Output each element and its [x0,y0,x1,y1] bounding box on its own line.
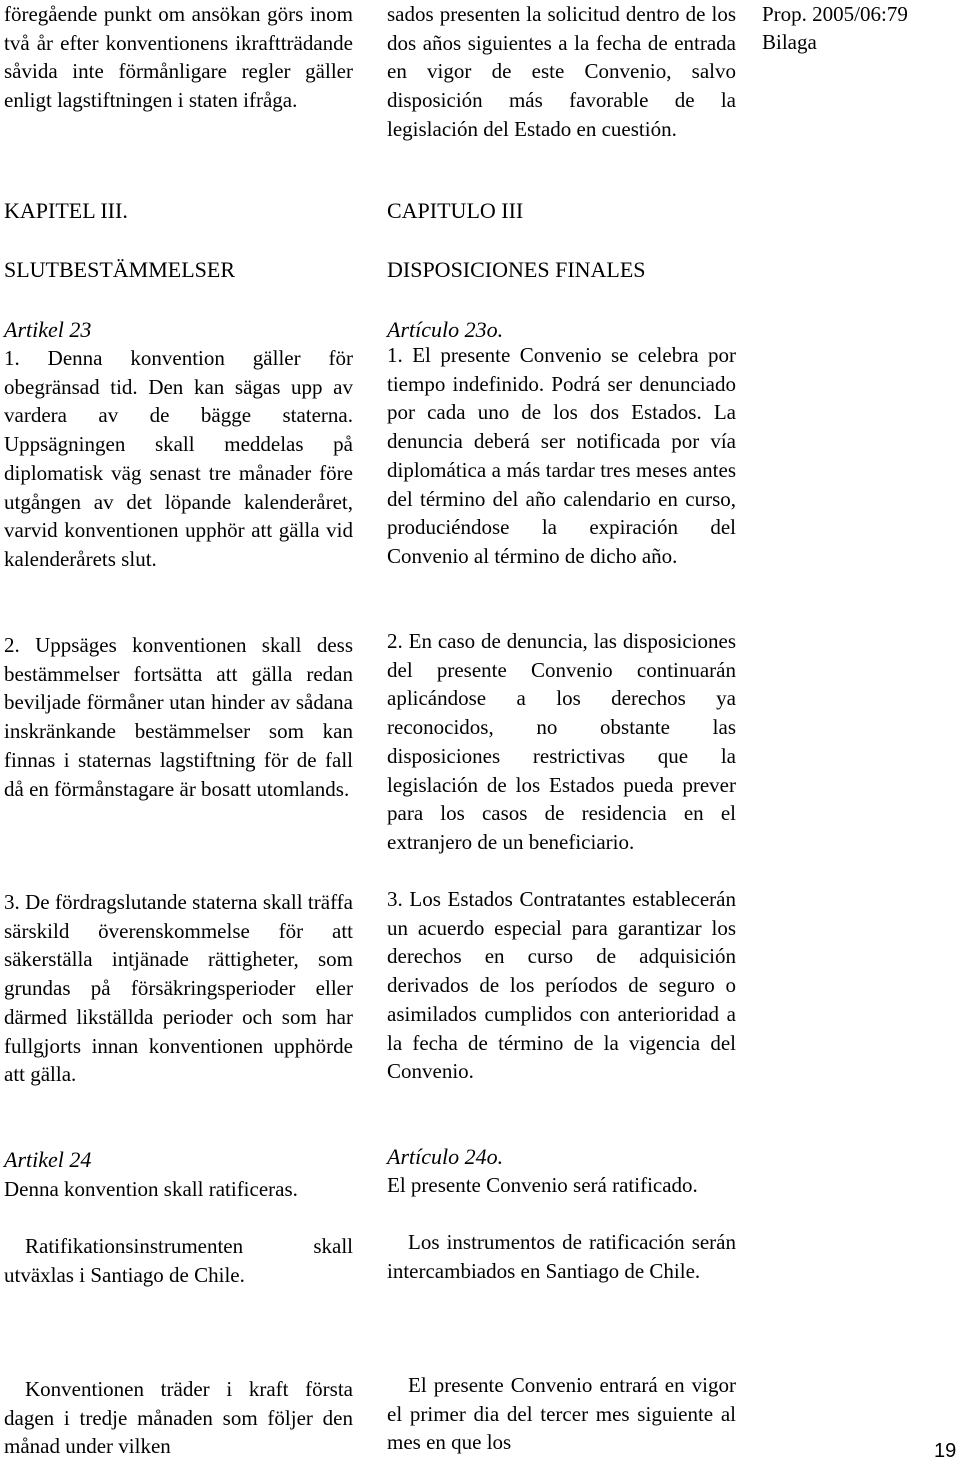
es-article-23-title: Artículo 23o. [387,317,504,342]
es-article-23-para-1: 1. El presente Convenio se celebra por tiempo indefinido. Podrá ser denunciado por cada uno de los dos Estados. La denuncia deberá ser notificada por vía diplomática a más tardar tres meses antes del término del año calendario en curso, produciéndose la expiración del Convenio al término de dicho año. [387,343,736,568]
sv-continuation: föregående punkt om ansökan görs inom två år efter konventionens ikraftträdande såvida inte förmånligare regler gäller enligt lagstiftningen i staten ifråga. [4,2,353,113]
sv-article-24-title: Artikel 24 [4,1147,92,1172]
es-article-24-para-1: El presente Convenio será ratificado. [387,1173,698,1197]
es-article-23-para-3: 3. Los Estados Contratantes establecerán un acuerdo especial para garantizar los derechos en curso de adquisición derivados de los períodos de seguro o asimilados cumplidos con anterioridad a la fecha de término de la vigencia del Convenio. [387,887,736,1084]
es-article-23-para-2: 2. En caso de denuncia, las disposiciones del presente Convenio continuarán aplicándose a los derechos ya reconocidos, no obstante las disposiciones restrictivas que la legislación de los Estados pueda prever para los casos de residencia en el extranjero de un beneficiario. [387,629,736,854]
sv-article-23-para-2: 2. Uppsäges konventionen skall dess bestämmelser fortsätta att gälla redan beviljade förmåner utan hinder av sådana inskränkande bestämmelser som kan finnas i staternas lagstiftning för de fall då en förmånstagare är bosatt utomlands. [4,633,353,801]
es-continuation: sados presenten la solicitud dentro de los dos años siguientes a la fecha de entrada en vigor de este Convenio, salvo disposición más favorable de la legislación del Estado en cuestión. [387,2,736,141]
sv-article-23-title: Artikel 23 [4,317,92,342]
sv-chapter-heading: KAPITEL III. [4,198,128,223]
sv-article-23-para-1: 1. Denna konvention gäller för obegränsad tid. Den kan sägas upp av vardera av de bägge staterna. Uppsägningen skall meddelas på diplomatisk väg senast tre månader före utgången av det löpande kalenderåret, varvid konventionen upphör att gälla vid kalenderårets slut. [4,346,353,571]
sv-article-25-para-1: Konventionen träder i kraft första dagen i tredje månaden som följer den månad under vilken [4,1377,353,1459]
sv-article-23-para-3: 3. De fördragslutande staterna skall träffa särskild överenskommelse för att säkerställa intjänade rättigheter, som grundas på försäkringsperioder eller därmed likställda perioder och som har fullgjorts innan konventionen upphörde att gälla. [4,890,353,1087]
es-chapter-heading: CAPITULO III [387,198,524,223]
page-number: 19 [934,1440,957,1462]
prop-reference: Prop. 2005/06:79 [762,2,908,26]
bilaga-label: Bilaga [762,30,817,54]
es-article-24-title: Artículo 24o. [387,1144,504,1169]
sv-section-heading: SLUTBESTÄMMELSER [4,257,236,282]
sv-article-24-para-1: Denna konvention skall ratificeras. [4,1177,298,1201]
sv-article-24-para-2: Ratifikationsinstrumenten skall utväxlas i Santiago de Chile. [4,1234,353,1287]
es-article-25-para-1: El presente Convenio entrará en vigor el primer dia del tercer mes siguiente al mes en que los [387,1373,736,1455]
page-header [762,0,960,56]
es-section-heading: DISPOSICIONES FINALES [387,257,646,282]
es-article-24-para-2: Los instrumentos de ratificación serán intercambiados en Santiago de Chile. [387,1230,736,1283]
